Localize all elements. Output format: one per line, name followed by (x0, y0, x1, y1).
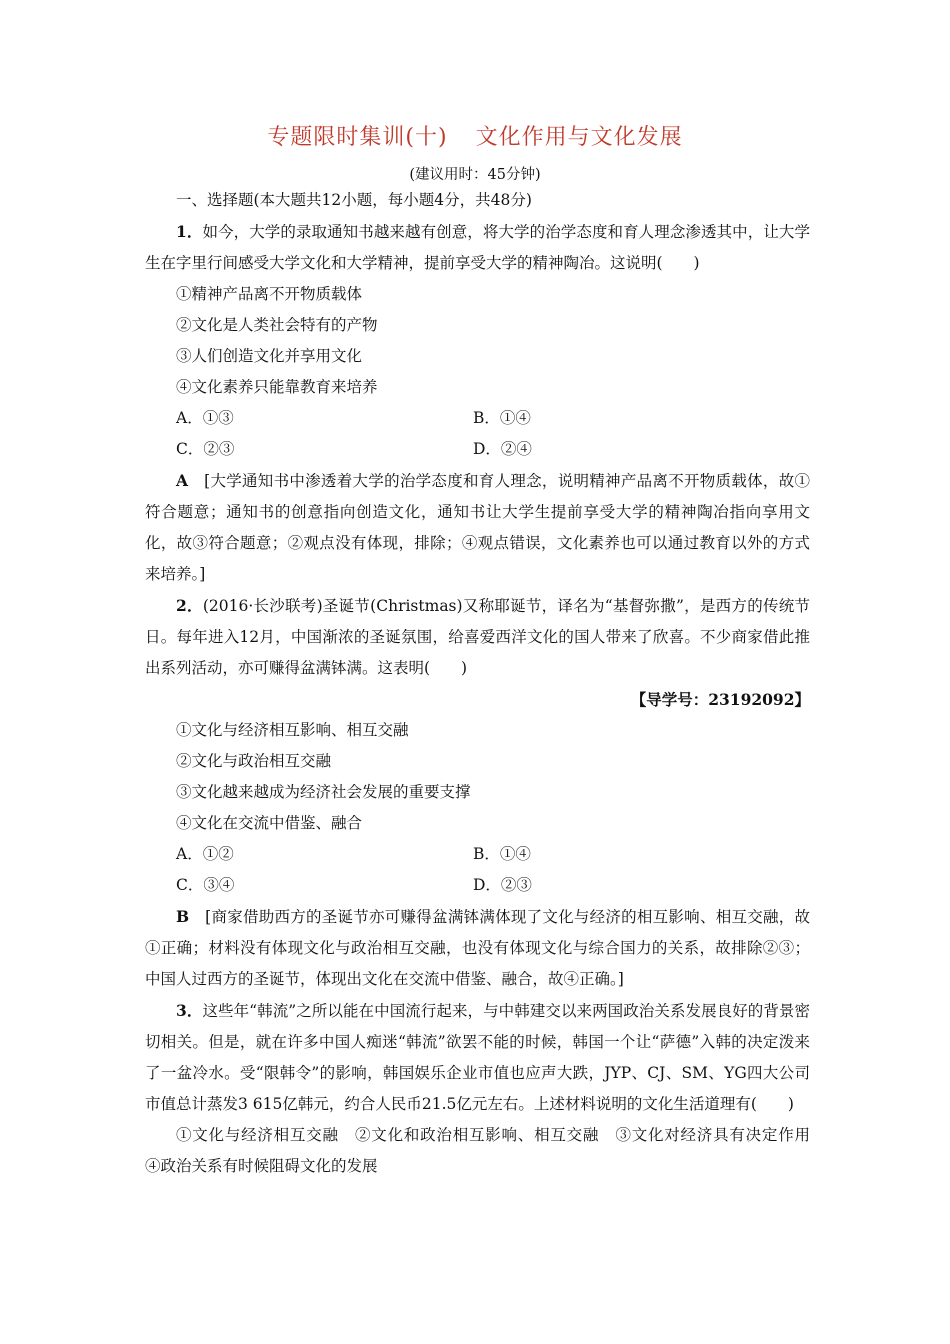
option-b: B．①④ (473, 409, 531, 427)
question-1-item: ②文化是人类社会特有的产物 (176, 316, 378, 334)
answer-letter: A (176, 471, 189, 490)
guide-number: 【导学号：23192092】 (630, 690, 810, 709)
question-1-item: ③人们创造文化并享用文化 (176, 347, 363, 365)
section-heading: 一、选择题(本大题共12小题，每小题4分，共48分) (176, 191, 532, 209)
question-1-stem: 1．如今，大学的录取通知书越来越有创意，将大学的治学态度和育人理念渗透其中，让大学生在字里行间感受大学文化和大学精神，提前享受大学的精神陶冶。这说明( ) (145, 222, 810, 272)
question-2-options-row (145, 870, 810, 901)
option-c: C．②③ (176, 440, 235, 458)
question-3-number: 3． (176, 1001, 203, 1020)
option-b: B．①④ (473, 845, 531, 863)
question-2-options-row (145, 839, 810, 870)
question-1-item: ①精神产品离不开物质载体 (176, 285, 363, 303)
option-a: A．①② (176, 845, 234, 863)
answer-letter: B (176, 907, 190, 926)
question-2-stem: 2．(2016·长沙联考)圣诞节(Christmas)又称耶诞节，译名为“基督弥撒”，是西方的传统节日。每年进入12月，中国渐浓的圣诞氛围，给喜爱西洋文化的国人带来了欣喜。不少商家借此推出系列活动，亦可赚得盆满钵满。这表明( ) (145, 596, 810, 677)
option-d: D．②③ (473, 876, 532, 894)
title-topic: 文化作用与文化发展 (475, 125, 683, 150)
question-2-item: ①文化与经济相互影响、相互交融 (176, 721, 409, 739)
document-body (145, 185, 826, 1182)
question-2-number: 2． (176, 596, 203, 615)
question-1-options-row (145, 403, 810, 434)
answer-explanation: [大学通知书中渗透着大学的治学态度和育人理念，说明精神产品离不开物质载体，故①符合题意；通知书的创意指向创造文化，通知书让大学生提前享受大学的精神陶冶指向享用文化，故③符合题意；②观点没有体现，排除；④观点错误，文化素养也可以通过教育以外的方式来培养。] (145, 472, 810, 583)
suggested-time: (建议用时：45分钟) (409, 167, 541, 183)
page-title (0, 120, 950, 151)
answer-explanation: [商家借助西方的圣诞节亦可赚得盆满钵满体现了文化与经济的相互影响、相互交融，故①正确；材料没有体现文化与政治相互交融，也没有体现文化与综合国力的关系，故排除②③；中国人过西方的圣诞节，体现出文化在交流中借鉴、融合，故④正确。] (145, 908, 810, 988)
question-2-item: ④文化在交流中借鉴、融合 (176, 814, 363, 832)
question-2-item: ②文化与政治相互交融 (176, 752, 332, 770)
option-c: C．③④ (176, 876, 235, 894)
question-1-item: ④文化素养只能靠教育来培养 (176, 378, 378, 396)
option-a: A．①③ (176, 409, 234, 427)
question-1-options-row (145, 434, 810, 465)
title-main: 专题限时集训(十) (267, 125, 448, 150)
option-d: D．②④ (473, 440, 532, 458)
question-1-answer (145, 465, 810, 590)
question-1-number: 1． (176, 222, 203, 241)
question-3-stem: 3．这些年“韩流”之所以能在中国流行起来，与中韩建交以来两国政治关系发展良好的背景密切相关。但是，就在许多中国人痴迷“韩流”欲罢不能的时候，韩国一个让“萨德”入韩的决定泼来了一盆冷水。受“限韩令”的影响，韩国娱乐企业市值也应声大跌，JYP、CJ、SM、YG四大公司市值总计蒸发3 615亿韩元，约合人民币21.5亿元左右。上述材料说明的文化生活道理有( ) (145, 1001, 810, 1113)
question-3-items: ①文化与经济相互交融 ②文化和政治相互影响、相互交融 ③文化对经济具有决定作用 ④政治关系有时候阻碍文化的发展 (145, 1126, 826, 1175)
question-2-item: ③文化越来越成为经济社会发展的重要支撑 (176, 783, 471, 801)
question-2-answer (145, 901, 810, 995)
